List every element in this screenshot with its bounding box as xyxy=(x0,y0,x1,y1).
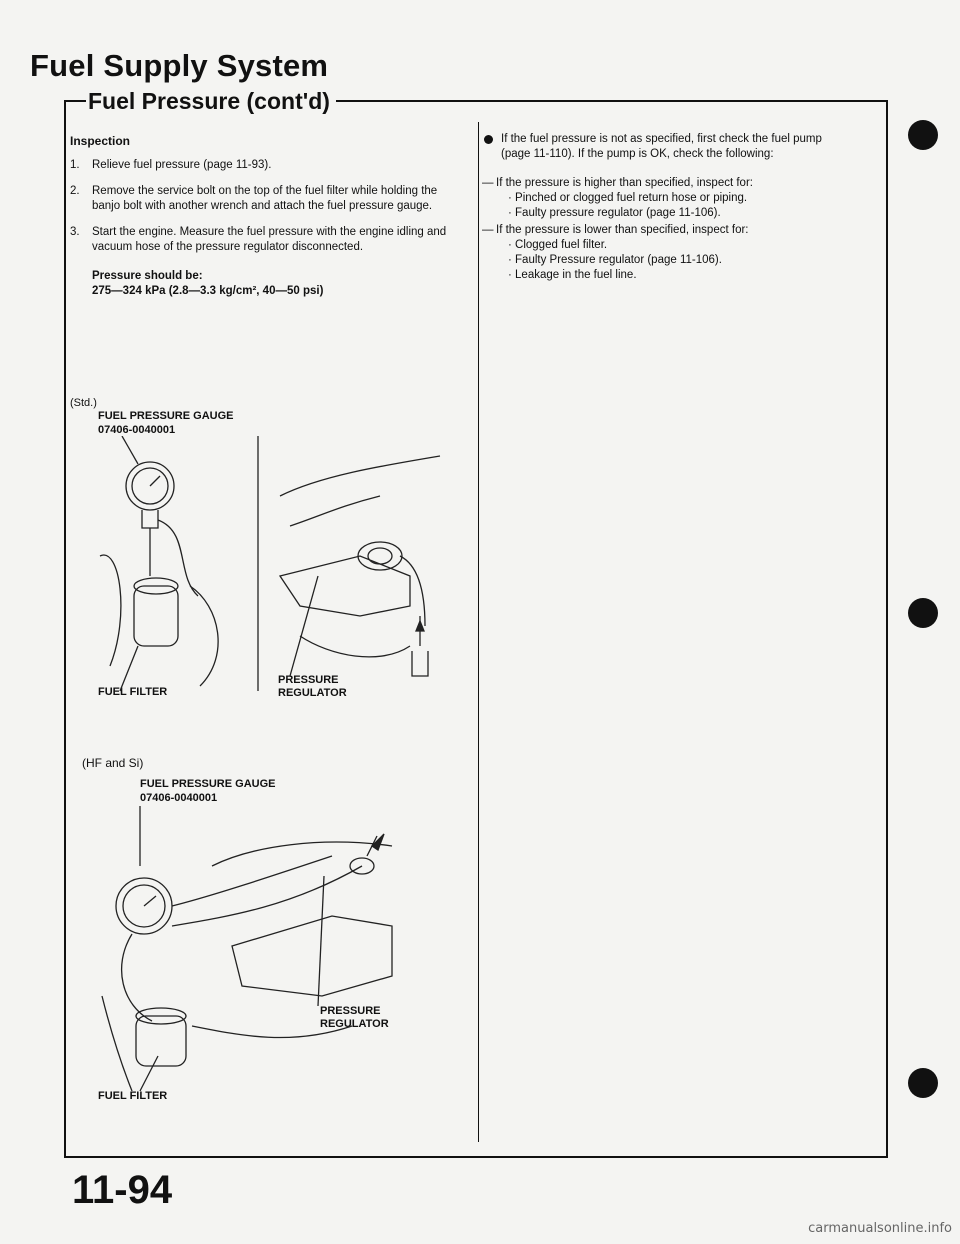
frame-right-rule xyxy=(886,100,888,1158)
figure-hf-label: (HF and Si) xyxy=(82,756,144,770)
figure-std-illustration xyxy=(80,436,460,706)
figure-std-regulator-label-2: REGULATOR xyxy=(278,687,347,699)
gauge-leader xyxy=(122,436,138,464)
step-text: Relieve fuel pressure (page 11-93). xyxy=(92,159,272,171)
figure-std-regulator-label-1: PRESSURE xyxy=(278,674,339,686)
regulator-body xyxy=(358,542,402,570)
list-item: · Clogged fuel filter. xyxy=(508,239,608,251)
list-item-text: Leakage in the fuel line. xyxy=(515,269,637,281)
figure-hf-gauge-part: 07406-0040001 xyxy=(140,792,218,804)
frame-left-rule xyxy=(64,100,66,1158)
frame-top-left-stub xyxy=(64,100,86,102)
high-pressure-heading xyxy=(482,176,828,191)
step-number: 3. xyxy=(70,226,80,238)
section-subtitle: Fuel Pressure (cont'd) xyxy=(88,88,336,115)
check-bullet xyxy=(498,132,828,162)
dash-icon: — xyxy=(482,224,494,236)
low-heading-text: If the pressure is lower than specified, inspect for: xyxy=(496,224,749,236)
pressure-spec xyxy=(92,269,462,299)
frame-bottom-rule xyxy=(64,1156,888,1158)
list-item: · Faulty pressure regulator (page 11-106). xyxy=(508,207,721,219)
column-divider xyxy=(478,122,479,1142)
step-item xyxy=(70,184,462,214)
figure-std-filter-label: FUEL FILTER xyxy=(98,686,168,698)
spec-label: Pressure should be: xyxy=(92,270,203,282)
step-text: Remove the service bolt on the top of the fuel filter while holding the banjo bolt with another wrench and attach the fuel pressure gauge. xyxy=(92,185,438,212)
list-item-text: Faulty pressure regulator (page 11-106). xyxy=(515,207,721,219)
section-tab-dot xyxy=(908,1068,938,1098)
figure-hf-illustration xyxy=(92,806,422,1096)
figure-std-gauge-part: 07406-0040001 xyxy=(98,424,176,436)
low-pressure-heading xyxy=(482,223,828,238)
page-number: 11-94 xyxy=(72,1168,173,1212)
step-number: 2. xyxy=(70,185,80,197)
figure-hf-regulator-label-1: PRESSURE xyxy=(320,1005,381,1017)
figure-std-gauge-name: FUEL PRESSURE GAUGE xyxy=(98,410,234,422)
section-tab-dot xyxy=(908,598,938,628)
figure-hf-filter-label: FUEL FILTER xyxy=(98,1090,168,1102)
spec-value: 275—324 kPa (2.8—3.3 kg/cm², 40—50 psi) xyxy=(92,285,324,297)
list-item: · Leakage in the fuel line. xyxy=(508,269,637,281)
figure-hf-regulator-label-2: REGULATOR xyxy=(320,1018,389,1030)
watermark: carmanualsonline.info xyxy=(808,1221,952,1236)
figure-hf-gauge-name: FUEL PRESSURE GAUGE xyxy=(140,778,276,790)
section-tab-dot xyxy=(908,120,938,150)
right-column xyxy=(482,132,828,283)
regulator-leader xyxy=(290,576,318,676)
list-item: · Faulty Pressure regulator (page 11-106). xyxy=(508,254,722,266)
fuel-filter-body xyxy=(134,586,178,646)
page-title: Fuel Supply System xyxy=(30,48,329,83)
figure-std-label: (Std.) xyxy=(70,397,97,409)
step-number: 1. xyxy=(70,159,80,171)
list-item-text: Faulty Pressure regulator (page 11-106). xyxy=(515,254,722,266)
list-item-text: Clogged fuel filter. xyxy=(515,239,608,251)
inspection-steps xyxy=(70,158,462,299)
list-item-text: Pinched or clogged fuel return hose or piping. xyxy=(515,192,748,204)
list-item: · Pinched or clogged fuel return hose or piping. xyxy=(508,192,748,204)
step-item xyxy=(70,225,462,255)
step-text: Start the engine. Measure the fuel pressure with the engine idling and vacuum hose of the pressure regulator disconnected. xyxy=(92,226,447,253)
section-heading: Inspection xyxy=(70,134,131,148)
regulator-leader xyxy=(318,876,324,1006)
step-item xyxy=(70,158,462,173)
check-text: If the fuel pressure is not as specified, first check the fuel pump (page 11-110). If the pump is OK, check the following: xyxy=(501,133,822,160)
filter-leader xyxy=(140,1056,158,1091)
dash-icon: — xyxy=(482,177,494,189)
filter-leader xyxy=(120,646,138,691)
bullet-dot-icon xyxy=(484,135,493,144)
high-heading-text: If the pressure is higher than specified, inspect for: xyxy=(496,177,753,189)
